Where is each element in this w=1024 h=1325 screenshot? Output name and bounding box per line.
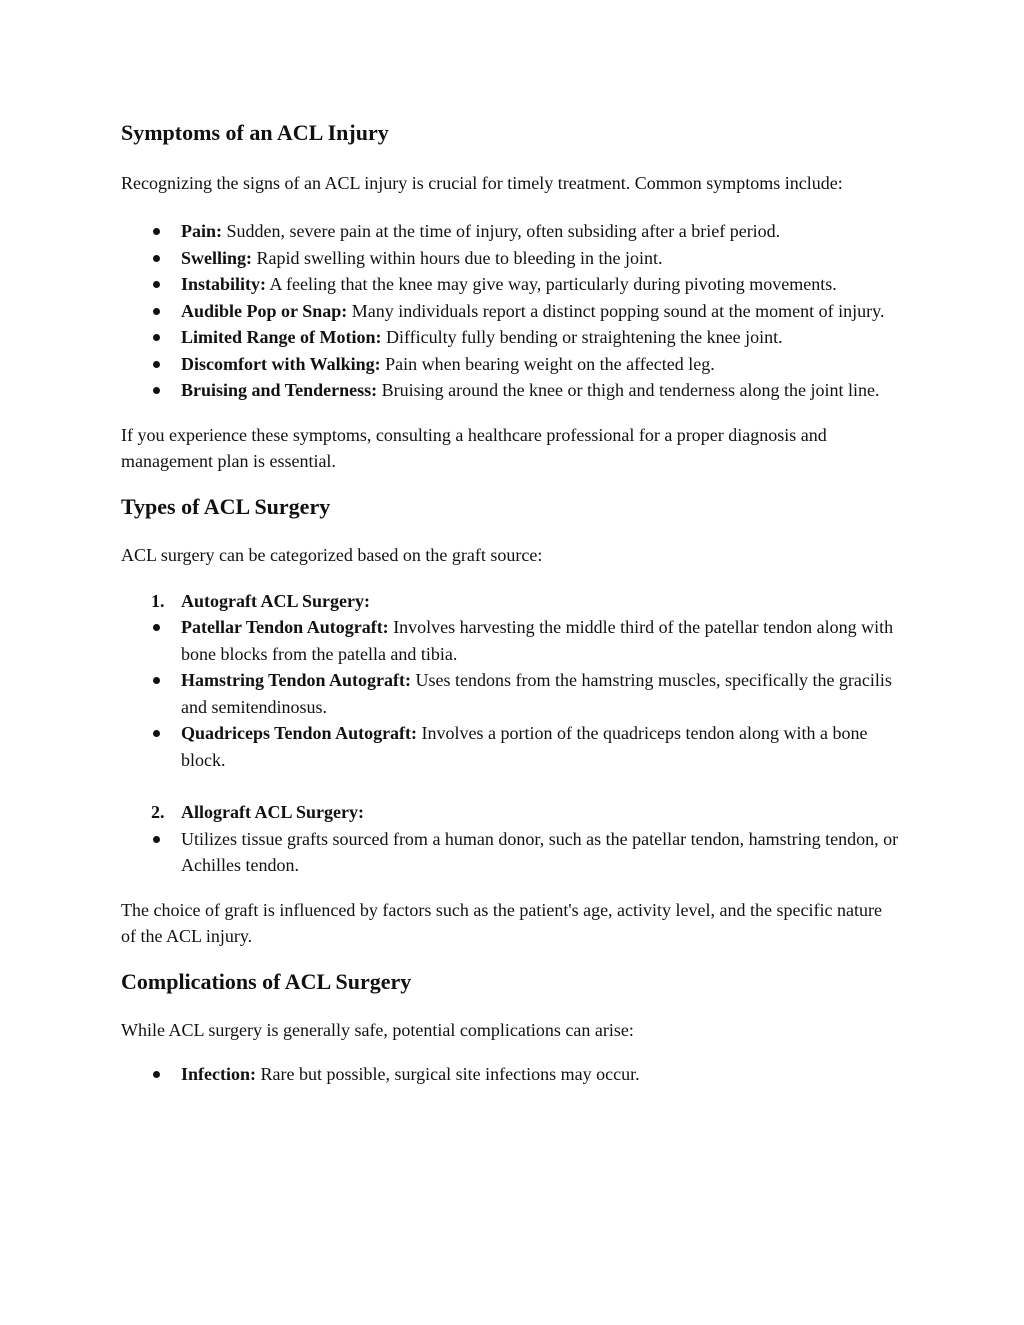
item-title: Autograft ACL Surgery: bbox=[181, 590, 370, 611]
list-item bbox=[121, 245, 901, 272]
list-item bbox=[121, 324, 901, 351]
list-item bbox=[121, 351, 901, 378]
complications-heading: Complications of ACL Surgery bbox=[121, 968, 412, 994]
symptoms-heading: Symptoms of an ACL Injury bbox=[121, 120, 389, 145]
item-title: Allograft ACL Surgery: bbox=[181, 802, 364, 822]
list-item bbox=[121, 298, 901, 325]
item-text: Involves a portion of the quadriceps tendon along with a bone block. bbox=[181, 723, 868, 770]
item-term: Quadriceps Tendon Autograft: bbox=[181, 723, 418, 743]
item-text: Pain when bearing weight on the affected leg. bbox=[380, 353, 715, 374]
symptoms-list bbox=[121, 218, 901, 404]
allograft-list bbox=[121, 799, 901, 879]
types-outro: The choice of graft is influenced by factors such as the patient's age, activity level, and the specific nature of the ACL injury. bbox=[121, 899, 882, 946]
list-item bbox=[121, 667, 901, 720]
symptoms-outro: If you experience these symptoms, consulting a healthcare professional for a proper diagnosis and management plan is essential. bbox=[121, 424, 827, 471]
item-term: Bruising and Tenderness: bbox=[181, 380, 378, 400]
item-text: Rapid swelling within hours due to bleeding in the joint. bbox=[252, 247, 663, 268]
numbered-item bbox=[121, 588, 901, 615]
complications-intro: While ACL surgery is generally safe, potential complications can arise: bbox=[121, 1019, 634, 1040]
types-intro: ACL surgery can be categorized based on the graft source: bbox=[121, 544, 543, 565]
item-number: 2. bbox=[151, 802, 165, 822]
symptoms-intro: Recognizing the signs of an ACL injury is crucial for timely treatment. Common symptoms include: bbox=[121, 173, 843, 193]
item-term: Instability: bbox=[181, 274, 267, 294]
item-term: Infection: bbox=[181, 1063, 256, 1084]
item-term: Patellar Tendon Autograft: bbox=[181, 617, 389, 637]
list-item bbox=[121, 720, 901, 773]
list-item bbox=[121, 271, 901, 298]
item-term: Audible Pop or Snap: bbox=[181, 300, 348, 321]
item-term: Limited Range of Motion: bbox=[181, 327, 382, 347]
list-item bbox=[121, 377, 901, 404]
item-term: Discomfort with Walking: bbox=[181, 353, 381, 374]
numbered-item bbox=[121, 799, 901, 826]
item-text: Difficulty fully bending or straightening the knee joint. bbox=[381, 327, 783, 347]
list-item bbox=[121, 218, 901, 245]
item-number: 1. bbox=[151, 590, 165, 611]
types-heading: Types of ACL Surgery bbox=[121, 493, 331, 519]
item-text: Involves harvesting the middle third of the patellar tendon along with bone blocks from the patella and tibia. bbox=[181, 617, 894, 664]
list-item bbox=[121, 1061, 901, 1088]
autograft-list bbox=[121, 588, 901, 774]
item-term: Hamstring Tendon Autograft: bbox=[181, 670, 412, 690]
list-item bbox=[121, 614, 901, 667]
item-text: Uses tendons from the hamstring muscles, specifically the gracilis and semitendinosus. bbox=[181, 670, 892, 717]
document-page bbox=[121, 118, 901, 1087]
list-item bbox=[121, 826, 901, 879]
item-text: Sudden, severe pain at the time of injury, often subsiding after a brief period. bbox=[222, 221, 781, 241]
item-text: Utilizes tissue grafts sourced from a human donor, such as the patellar tendon, hamstring tendon, or Achilles tendon. bbox=[181, 828, 899, 875]
item-text: Many individuals report a distinct popping sound at the moment of injury. bbox=[347, 300, 885, 321]
item-term: Swelling: bbox=[181, 247, 253, 268]
item-text: A feeling that the knee may give way, particularly during pivoting movements. bbox=[266, 274, 837, 294]
item-text: Bruising around the knee or thigh and tenderness along the joint line. bbox=[377, 380, 880, 400]
item-text: Rare but possible, surgical site infections may occur. bbox=[256, 1063, 640, 1084]
item-term: Pain: bbox=[181, 221, 223, 241]
complications-list bbox=[121, 1061, 901, 1088]
